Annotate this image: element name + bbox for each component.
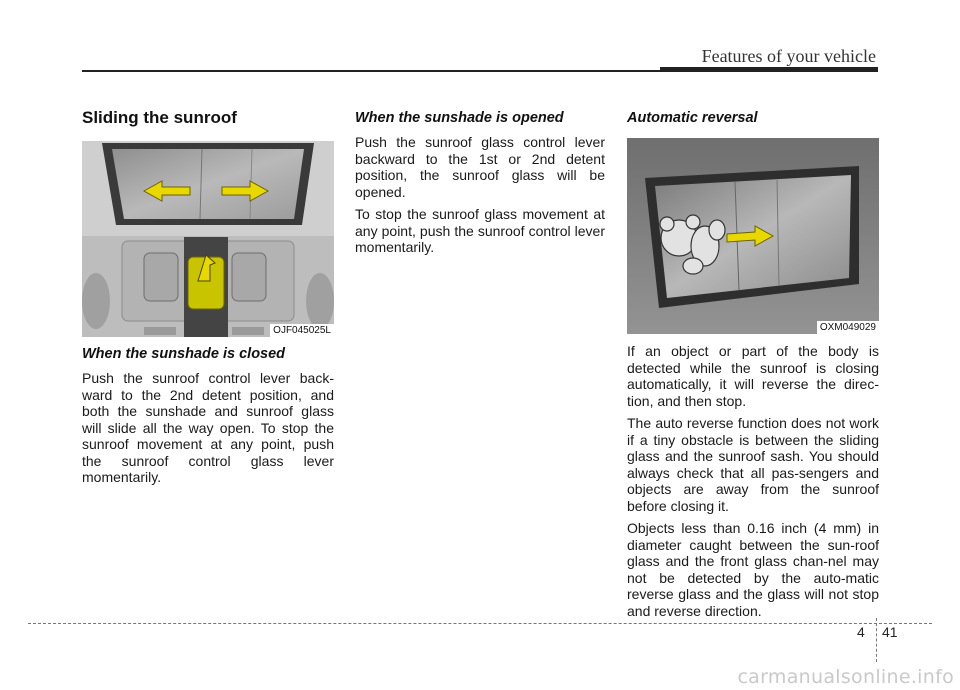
- auto-reverse-figure: [627, 138, 879, 334]
- column-sliding-sunroof: [82, 108, 334, 486]
- watermark: carmanualsonline.info: [737, 666, 954, 688]
- paragraph-auto-reverse: If an object or part of the body is detected while the sunroof is closing automatically, it will reverse the direc-tion, and then stop.: [627, 343, 879, 409]
- header-title: Features of your vehicle: [701, 46, 876, 66]
- subheading-sunshade-opened: When the sunshade is opened: [355, 110, 564, 126]
- header-rule: [82, 70, 660, 72]
- paragraph-open-glass: Push the sunroof glass control lever backward to the 1st or 2nd detent position, the sunroof glass will be opened.: [355, 134, 605, 200]
- page-number: 41: [882, 624, 898, 640]
- page-number-divider: [876, 618, 877, 662]
- paragraph-stop-glass: To stop the sunroof glass movement at any point, push the sunroof control lever momentarily.: [355, 206, 605, 255]
- figure-code: OJF045025L: [270, 324, 334, 337]
- subheading-sunshade-closed: When the sunshade is closed: [82, 346, 286, 362]
- column-automatic-reversal: [627, 108, 879, 619]
- column-sunshade-opened: [355, 108, 605, 256]
- paragraph-obstacle: The auto reverse function does not work if a tiny obstacle is between the sliding glass and the sunroof sash. You should always check that all pas-sengers and objects are away from the sunroof before closing it.: [627, 415, 879, 514]
- sunroof-console-figure: [82, 141, 334, 337]
- footer-divider: [28, 623, 932, 624]
- section-title: Sliding the sunroof: [82, 108, 237, 127]
- figure-code: OXM049029: [817, 321, 879, 334]
- sunroof-console-illustration: [82, 141, 334, 337]
- paragraph-sunshade-closed: Push the sunroof control lever back-ward to the 2nd detent position, and both the sunshade and sunroof glass will slide all the way open. To stop the sunroof movement at any point, push the sunroof control glass lever momentarily.: [82, 370, 334, 485]
- auto-reverse-illustration: [627, 138, 879, 334]
- subheading-automatic-reversal: Automatic reversal: [627, 110, 758, 126]
- header-rule-bold: [660, 67, 878, 72]
- chapter-number: 4: [857, 624, 865, 640]
- paragraph-small-objects: Objects less than 0.16 inch (4 mm) in diameter caught between the sun-roof glass and the front glass chan-nel may not be detected by the auto-matic reverse glass and the glass will not stop and reverse direction.: [627, 520, 879, 619]
